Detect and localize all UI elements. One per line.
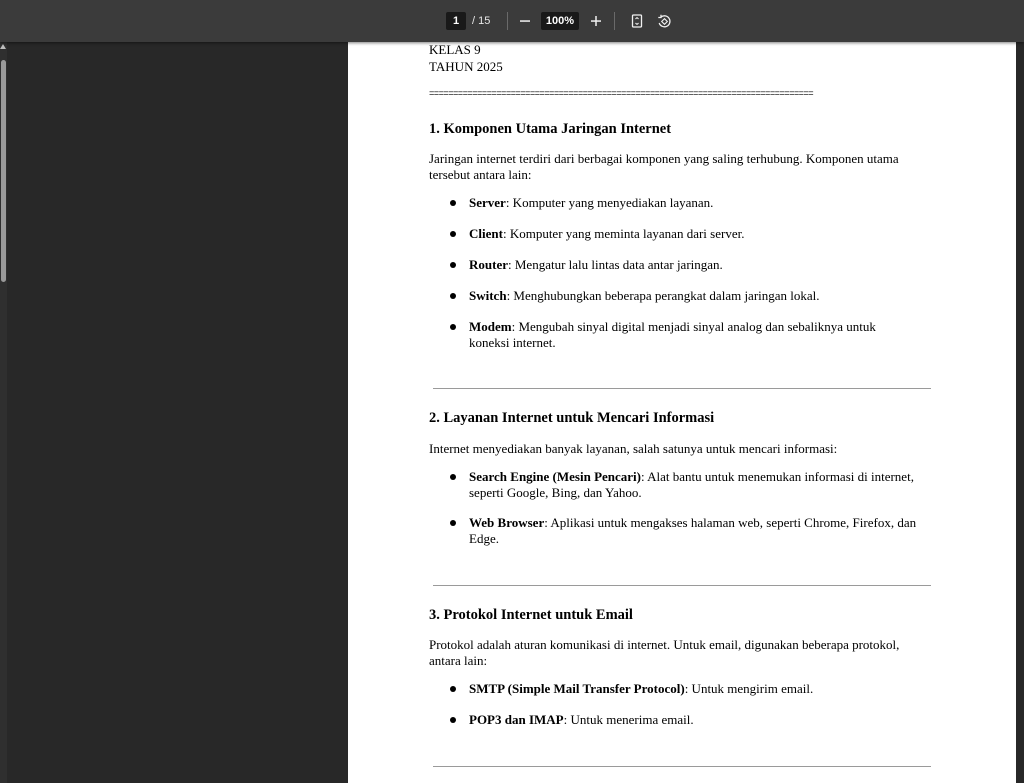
current-page-input[interactable]: 1 [446,12,466,30]
bullet [450,520,456,526]
list-term: POP3 dan IMAP [469,712,564,727]
section-3-intro-line2: antara lain: [429,653,488,668]
bullet [450,231,456,237]
section-divider [433,766,931,767]
scroll-up-arrow-icon[interactable] [0,44,6,49]
plus-icon [590,15,602,27]
section-1-intro [429,151,934,183]
list-desc: : Mengubah sinyal digital menjadi sinyal analog dan sebaliknya untuk [511,319,876,334]
list-desc: : Menghubungkan beberapa perangkat dalam jaringan lokal. [506,288,820,303]
list-desc-cont: koneksi internet. [469,335,556,350]
list-desc: : Alat bantu untuk menemukan informasi di internet, [641,469,914,484]
bullet [450,686,456,692]
list-term: Switch [469,288,507,303]
section-2-intro: Internet menyediakan banyak layanan, salah satunya untuk mencari informasi: [429,441,838,456]
list-term: Modem [469,319,512,334]
minus-icon [519,15,531,27]
scrollbar-thumb[interactable] [1,60,6,282]
list-item [469,515,939,547]
list-term: Search Engine (Mesin Pencari) [469,469,641,484]
rotate-icon [657,14,672,29]
list-item [469,226,939,242]
list-term: Client [469,226,503,241]
list-desc: : Komputer yang menyediakan layanan. [505,195,714,210]
list-term: Server [469,195,506,210]
list-item [469,681,939,697]
list-desc: : Untuk mengirim email. [684,681,814,696]
list-desc: : Komputer yang meminta layanan dari server. [502,226,745,241]
toolbar-divider [507,12,508,30]
section-3-intro [429,637,934,669]
list-desc: : Mengatur lalu lintas data antar jaringan. [508,257,723,272]
bullet [450,474,456,480]
section-3-intro-line1: Protokol adalah aturan komunikasi di internet. Untuk email, digunakan beberapa protokol, [429,637,900,652]
list-item [469,712,939,728]
list-term: Web Browser [469,515,545,530]
section-divider [433,585,931,586]
bullet [450,262,456,268]
viewer-right-gutter [1016,42,1024,783]
zoom-in-button[interactable] [585,10,607,32]
list-term: Router [469,257,508,272]
tahun-text: TAHUN 2025 [429,59,503,74]
fit-page-button[interactable] [626,10,648,32]
section-3-title: 3. Protokol Internet untuk Email [429,607,633,623]
list-desc-cont: seperti Google, Bing, dan Yahoo. [469,485,642,500]
pdf-page [348,42,1016,783]
page-indicator [446,11,490,31]
section-1-title: 1. Komponen Utama Jaringan Internet [429,121,672,137]
list-desc: : Untuk menerima email. [563,712,694,727]
bullet [450,200,456,206]
list-item [469,257,939,273]
fit-page-icon [630,14,644,28]
bullet [450,717,456,723]
list-item [469,288,939,304]
equals-separator: ================================================================================ [429,89,814,99]
kelas-text: KELAS 9 [429,42,481,57]
list-item [469,319,939,351]
zoom-out-button[interactable] [514,10,536,32]
viewer-background [0,42,348,783]
bullet [450,324,456,330]
list-desc: : Aplikasi untuk mengakses halaman web, seperti Chrome, Firefox, dan [544,515,917,530]
list-term: SMTP (Simple Mail Transfer Protocol) [469,681,685,696]
section-1-intro-line2: tersebut antara lain: [429,167,532,182]
rotate-button[interactable] [653,10,675,32]
list-desc-cont: Edge. [469,531,499,546]
section-1-intro-line1: Jaringan internet terdiri dari berbagai komponen yang saling terhubung. Komponen utama [429,151,899,166]
total-pages: / 15 [472,15,491,27]
toolbar-divider [614,12,615,30]
pdf-toolbar [0,0,1024,42]
bullet [450,293,456,299]
section-2-title: 2. Layanan Internet untuk Mencari Informasi [429,410,715,426]
list-item [469,195,939,211]
zoom-level-input[interactable]: 100% [541,12,579,30]
list-item [469,469,939,501]
section-divider [433,388,931,389]
